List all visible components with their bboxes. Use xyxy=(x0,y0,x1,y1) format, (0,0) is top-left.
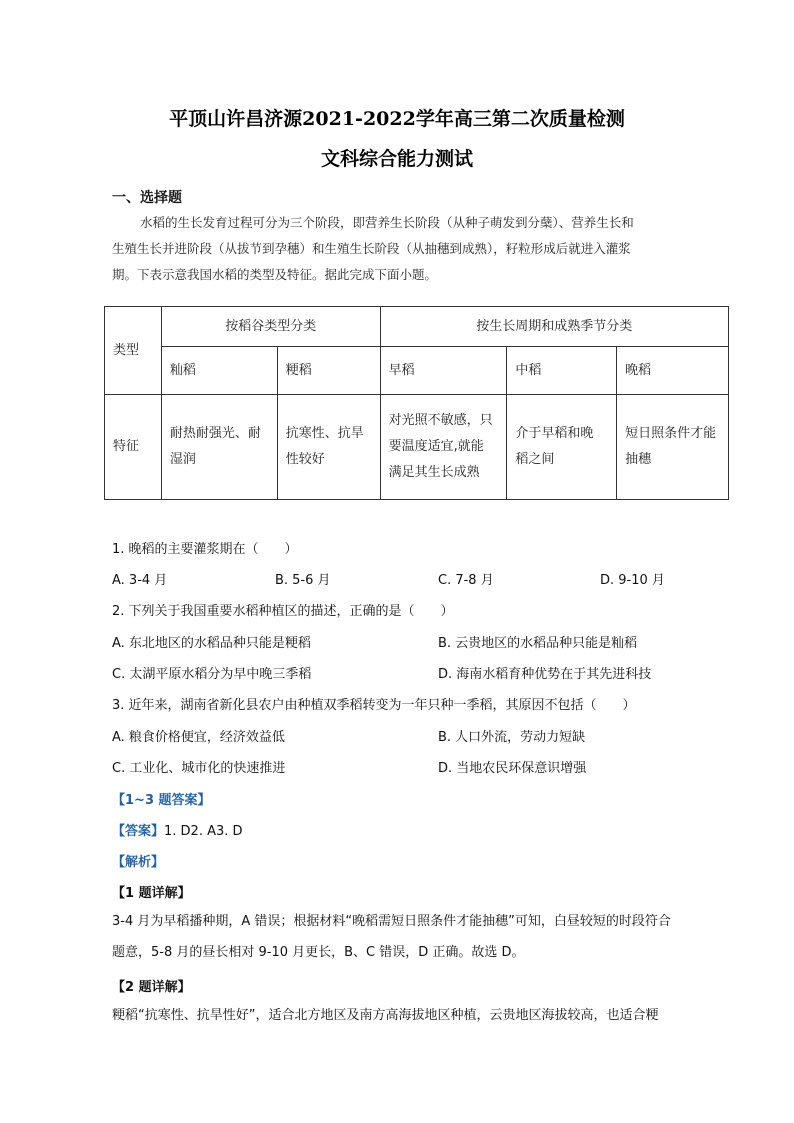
page-subtitle: 文科综合能力测试 xyxy=(320,148,473,170)
table-col-header: 早稻 xyxy=(380,347,507,395)
question-stem: 1. 晚稻的主要灌浆期在（ ） xyxy=(112,542,298,557)
feature-line: 短日照条件才能 xyxy=(625,426,717,441)
feature-line: 抽穗 xyxy=(625,452,652,467)
question-option[interactable]: B. 5-6 月 xyxy=(275,573,331,588)
question-stem: 2. 下列关于我国重要水稻种植区的描述，正确的是（ ） xyxy=(112,604,454,619)
table-group-header: 按稻谷类型分类 xyxy=(161,307,380,347)
question-option[interactable]: D. 海南水稻育种优势在于其先进科技 xyxy=(438,667,652,682)
table-col-header: 晚稻 xyxy=(617,347,729,395)
intro-line: 水稻的生长发育过程可分为三个阶段，即营养生长阶段（从种子萌发到分蘖）、营养生长和 xyxy=(140,215,634,230)
feature-line: 满足其生长成熟 xyxy=(388,465,480,480)
answer-tag: 【答案】 xyxy=(112,824,165,839)
table-cell-type-label: 类型 xyxy=(105,307,162,395)
question-option[interactable]: C. 工业化、城市化的快速推进 xyxy=(112,761,286,776)
rice-type-table xyxy=(104,306,729,500)
feature-line: 稻之间 xyxy=(515,452,555,467)
answer-group-header: 【1~3 题答案】 xyxy=(112,793,211,808)
question-stem: 3. 近年来，湖南省新化县农户由种植双季稻转变为一年只种一季稻，其原因不包括（ ） xyxy=(112,698,636,713)
detail-paragraph xyxy=(112,906,712,968)
question-option[interactable]: A. 粮食价格便宜，经济效益低 xyxy=(112,730,285,745)
page-title: 平顶山许昌济源2021-2022学年高三第二次质量检测 xyxy=(169,108,625,130)
table-col-header: 籼稻 xyxy=(161,347,277,395)
feature-line: 介于早稻和晚 xyxy=(515,426,594,441)
table-cell-feature xyxy=(507,395,617,500)
table-col-header: 中稻 xyxy=(507,347,617,395)
question-option[interactable]: D. 当地农民环保意识增强 xyxy=(438,761,587,776)
detail-line: 题意，5-8 月的昼长相对 9-10 月更长，B、C 错误，D 正确。故选 D。 xyxy=(112,945,525,960)
detail-paragraph xyxy=(112,1000,712,1031)
answer-text: 1. D2. A3. D xyxy=(164,824,243,839)
table-cell-feature xyxy=(277,395,380,500)
table-group-header: 按生长周期和成熟季节分类 xyxy=(380,307,728,347)
table-col-header: 粳稻 xyxy=(277,347,380,395)
feature-line: 抗寒性、抗旱 xyxy=(285,426,364,441)
detail-header: 【2 题详解】 xyxy=(112,980,191,995)
intro-line: 生殖生长并进阶段（从拔节到孕穗）和生殖生长阶段（从抽穗到成熟），籽粒形成后就进入灌浆 xyxy=(112,241,631,256)
table-cell-feature-label: 特征 xyxy=(105,395,162,500)
detail-header: 【1 题详解】 xyxy=(112,886,191,901)
table-cell-feature xyxy=(161,395,277,500)
intro-line: 期。下表示意我国水稻的类型及特征。据此完成下面小题。 xyxy=(112,267,438,282)
question-option[interactable]: B. 人口外流，劳动力短缺 xyxy=(438,730,586,745)
table-cell-feature xyxy=(617,395,729,500)
question-option[interactable]: B. 云贵地区的水稻品种只能是籼稻 xyxy=(438,636,638,651)
table-cell-feature xyxy=(380,395,507,500)
question-option[interactable]: C. 7-8 月 xyxy=(438,573,494,588)
feature-line: 性较好 xyxy=(285,452,325,467)
section-heading: 一、选择题 xyxy=(112,190,182,206)
question-option[interactable]: C. 太湖平原水稻分为早中晚三季稻 xyxy=(112,667,312,682)
analysis-header: 【解析】 xyxy=(112,855,165,870)
feature-line: 要温度适宜,就能 xyxy=(388,439,484,454)
question-option[interactable]: D. 9-10 月 xyxy=(600,573,665,588)
feature-line: 湿润 xyxy=(169,452,196,467)
intro-paragraph xyxy=(112,210,722,288)
detail-line: 粳稻“抗寒性、抗旱性好”，适合北方地区及南方高海拔地区种植，云贵地区海拔较高，也适合粳 xyxy=(112,1008,659,1023)
answer-line xyxy=(112,820,243,839)
question-option[interactable]: A. 东北地区的水稻品种只能是粳稻 xyxy=(112,636,311,651)
feature-line: 耐热耐强光、耐 xyxy=(169,426,261,441)
question-option[interactable]: A. 3-4 月 xyxy=(112,573,168,588)
detail-line: 3-4 月为早稻播种期，A 错误；根据材料“晚稻需短日照条件才能抽穗”可知，白昼较短的时段符合 xyxy=(112,914,671,929)
feature-line: 对光照不敏感，只 xyxy=(388,413,493,428)
